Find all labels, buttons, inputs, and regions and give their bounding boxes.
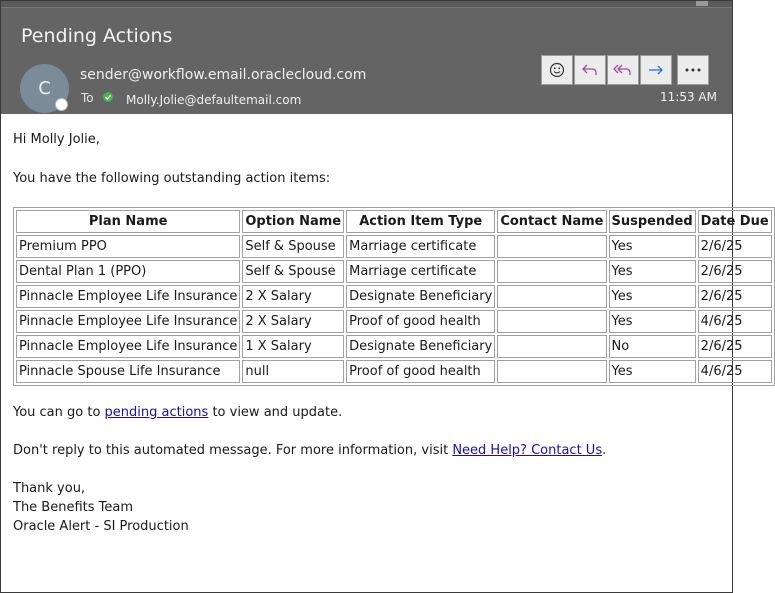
cell-option-name: Self & Spouse (242, 235, 344, 258)
forward-icon (647, 62, 665, 78)
recipient-address[interactable]: Molly.Jolie@defaultemail.com (126, 93, 302, 107)
col-header-suspended: Suspended (609, 210, 696, 233)
cell-contact-name (497, 235, 606, 258)
pending-actions-link[interactable]: pending actions (104, 405, 209, 420)
goto-prefix-text: You can go to (13, 405, 105, 420)
resize-handle[interactable] (696, 1, 708, 6)
greeting-text: Hi Molly Jolie, (13, 132, 100, 147)
col-header-contact-name: Contact Name (497, 210, 606, 233)
cell-action-item-type: Proof of good health (346, 310, 495, 333)
table-row (16, 360, 772, 383)
cell-date-due: 4/6/25 (698, 310, 772, 333)
more-icon (684, 67, 702, 73)
table-row (16, 285, 772, 308)
cell-suspended: Yes (609, 260, 696, 283)
cell-suspended: Yes (609, 360, 696, 383)
forward-button[interactable] (640, 55, 672, 85)
cell-contact-name (497, 335, 606, 358)
cell-plan-name: Premium PPO (16, 235, 240, 258)
goto-suffix-text: to view and update. (208, 405, 343, 420)
cell-option-name: null (242, 360, 344, 383)
cell-action-item-type: Marriage certificate (346, 260, 495, 283)
signoff-line-1: Thank you, (13, 481, 86, 496)
noreply-paragraph (13, 443, 606, 458)
cell-action-item-type: Marriage certificate (346, 235, 495, 258)
action-items-table (13, 207, 775, 386)
avatar-initial: C (38, 78, 51, 99)
col-header-plan-name: Plan Name (16, 210, 240, 233)
cell-date-due: 4/6/25 (698, 360, 772, 383)
intro-text: You have the following outstanding action items: (13, 171, 331, 186)
cell-contact-name (497, 360, 606, 383)
cell-suspended: Yes (609, 310, 696, 333)
cell-option-name: Self & Spouse (242, 260, 344, 283)
reply-all-icon (613, 62, 633, 78)
col-header-date-due: Date Due (698, 210, 772, 233)
col-header-option-name: Option Name (242, 210, 344, 233)
emoji-button[interactable] (541, 55, 573, 85)
signoff-line-3: Oracle Alert - SI Production (13, 519, 189, 534)
cell-action-item-type: Proof of good health (346, 360, 495, 383)
cell-action-item-type: Designate Beneficiary (346, 285, 495, 308)
sender-address[interactable]: sender@workflow.email.oraclecloud.com (80, 67, 367, 83)
col-header-action-item-type: Action Item Type (346, 210, 495, 233)
cell-date-due: 2/6/25 (698, 260, 772, 283)
cell-date-due: 2/6/25 (698, 235, 772, 258)
message-actions-toolbar (541, 55, 673, 85)
cell-suspended: Yes (609, 285, 696, 308)
cell-option-name: 1 X Salary (242, 335, 344, 358)
reply-icon (581, 62, 599, 78)
emoji-icon (549, 62, 565, 78)
table-row (16, 235, 772, 258)
presence-status-icon (55, 98, 68, 111)
message-header (1, 1, 732, 114)
reply-all-button[interactable] (607, 55, 639, 85)
table-row (16, 260, 772, 283)
header-top-strip (1, 1, 732, 8)
cell-option-name: 2 X Salary (242, 285, 344, 308)
noreply-suffix-text: . (602, 443, 607, 458)
cell-plan-name: Pinnacle Employee Life Insurance (16, 335, 240, 358)
reply-button[interactable] (574, 55, 606, 85)
cell-contact-name (497, 310, 606, 333)
table-row (16, 310, 772, 333)
cell-option-name: 2 X Salary (242, 310, 344, 333)
table-row (16, 335, 772, 358)
cell-date-due: 2/6/25 (698, 285, 772, 308)
to-label: To (81, 91, 94, 105)
cell-plan-name: Pinnacle Employee Life Insurance (16, 285, 240, 308)
cell-plan-name: Pinnacle Spouse Life Insurance (16, 360, 240, 383)
help-contact-link[interactable]: Need Help? Contact Us (452, 443, 603, 458)
noreply-prefix-text: Don't reply to this automated message. For more information, visit (13, 443, 453, 458)
more-actions-button[interactable] (677, 55, 709, 85)
cell-suspended: No (609, 335, 696, 358)
cell-suspended: Yes (609, 235, 696, 258)
message-timestamp: 11:53 AM (660, 90, 717, 104)
cell-plan-name: Pinnacle Employee Life Insurance (16, 310, 240, 333)
message-subject: Pending Actions (21, 25, 173, 47)
table-header-row (16, 210, 772, 233)
signoff-line-2: The Benefits Team (13, 500, 134, 515)
cell-plan-name: Dental Plan 1 (PPO) (16, 260, 240, 283)
goto-paragraph (13, 405, 342, 420)
cell-date-due: 2/6/25 (698, 335, 772, 358)
cell-contact-name (497, 285, 606, 308)
cell-action-item-type: Designate Beneficiary (346, 335, 495, 358)
verified-check-icon (103, 92, 113, 102)
cell-contact-name (497, 260, 606, 283)
